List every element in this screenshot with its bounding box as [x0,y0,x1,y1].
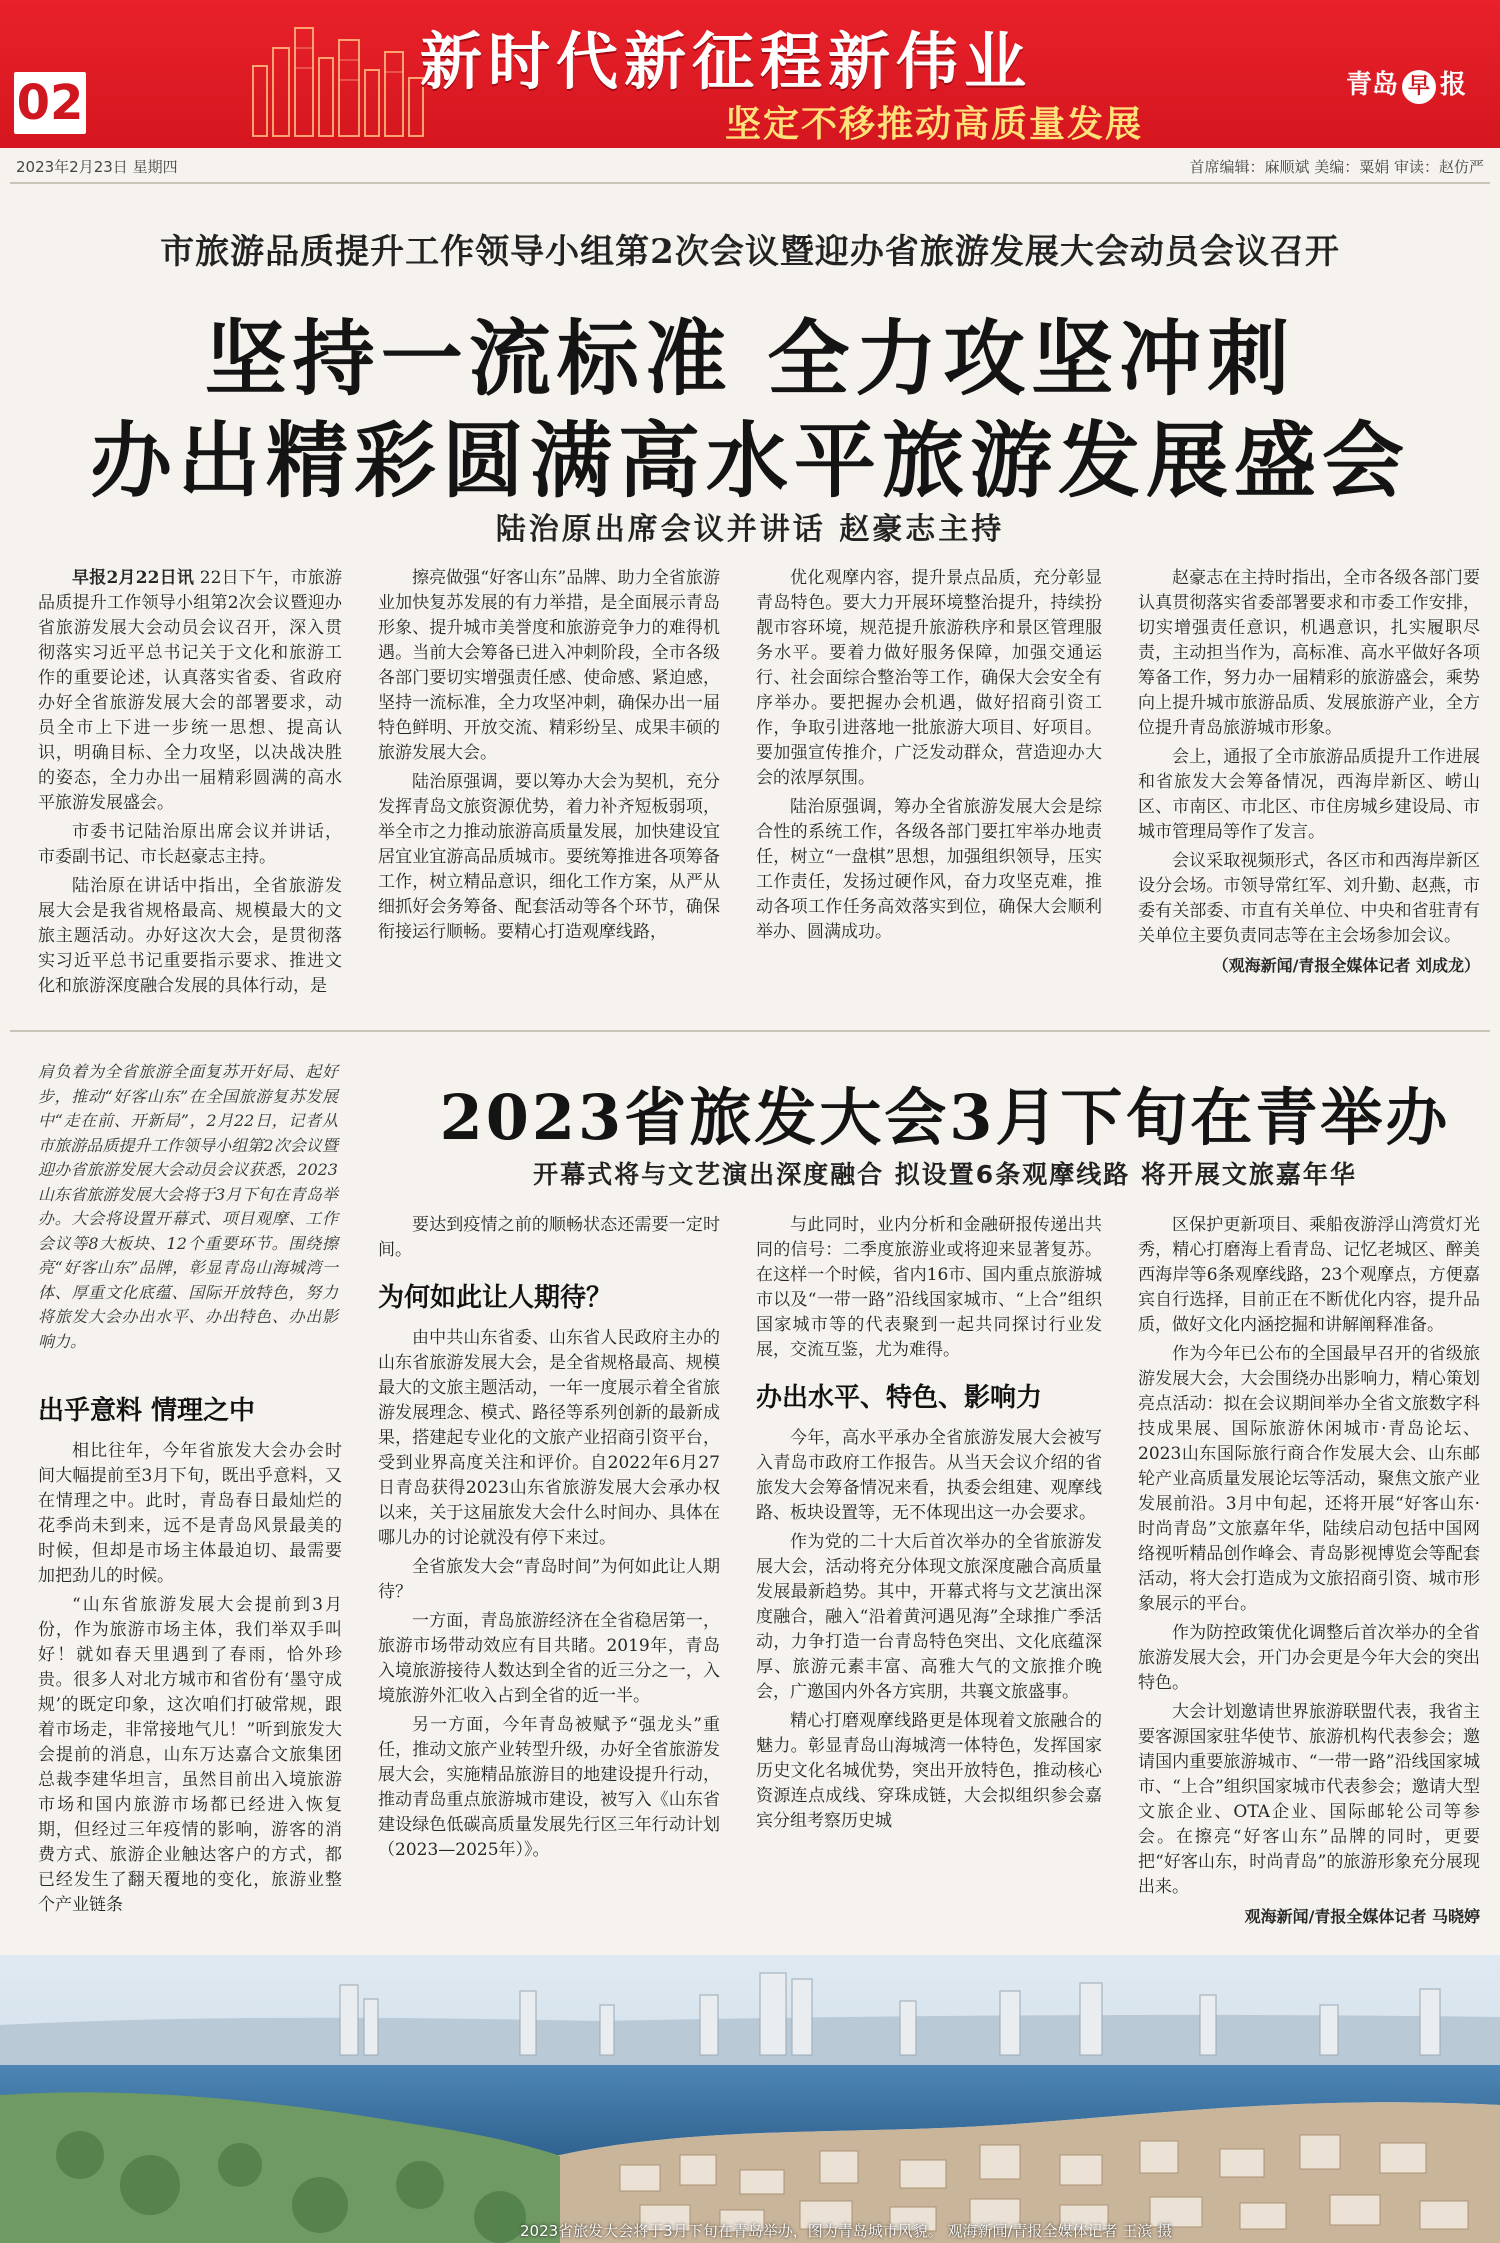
story1-column-4 [1138,566,1480,1011]
paragraph: 会议采取视频形式，各区市和西海岸新区设分会场。市领导常红军、刘升勤、赵燕，市委有关部委、市直有关单位、中央和省驻青有关单位主要负责同志等在主会场参加会议。 [1138,851,1480,946]
lead-label: 早报2月22日讯 [72,568,195,588]
section-heading: 为何如此让人期待？ [378,1283,613,1313]
story2-column-1 [38,1376,342,1942]
byline: （观海新闻/青报全媒体记者 刘成龙） [1212,956,1480,975]
dateline [16,156,1484,178]
paragraph: 赵豪志在主持时指出，全市各级各部门要认真贯彻落实省委部署要求和市委工作安排，切实增强责任意识，机遇意识，扎实履职尽责，主动担当作为，高标准、高水平做好各项筹备工作，努力办一届精彩的旅游盛会，乘势向上提升城市旅游品质、发展旅游产业，全方位提升青岛旅游城市形象。 [1138,568,1480,738]
paragraph: 与此同时，业内分析和金融研报传递出共同的信号：二季度旅游业或将迎来显著复苏。在这样一个时候，省内16市、国内重点旅游城市以及“一带一路”沿线国家城市、“上合”组织国家城市等的代表聚到一起共同探讨行业发展，交流互鉴，尤为难得。 [756,1215,1102,1360]
divider [10,182,1490,184]
story2-subhead: 开幕式将与文艺演出深度融合 拟设置6条观摩线路 将开展文旅嘉年华 [533,1160,1357,1189]
divider [10,1030,1490,1032]
story2-column-2 [378,1213,720,1942]
story1-kicker: 市旅游品质提升工作领导小组第2次会议暨迎办省旅游发展大会动员会议召开 [160,232,1340,272]
paragraph: 全省旅发大会“青岛时间”为何如此让人期待？ [378,1557,720,1602]
section-heading: 出乎意料 情理之中 [38,1396,256,1426]
story2-column-4 [1138,1213,1480,1942]
paragraph: 陆治原强调，要以筹办大会为契机，充分发挥青岛文旅资源优势，着力补齐短板弱项，举全市之力推动旅游高质量发展，加快建设宜居宜业宜游高品质城市。要统筹推进各项筹备工作，树立精品意识，细化工作方案，从严从细抓好会务筹备、配套活动等各个环节，确保衔接运行顺畅。要精心打造观摩线路， [378,772,720,942]
paragraph: 优化观摩内容，提升景点品质，充分彰显青岛特色。要大力开展环境整治提升，持续扮靓市容环境，规范提升旅游秩序和景区管理服务水平。要着力做好服务保障，加强交通运行、社会面综合整治等工作，确保大会安全有序举办。要把握办会机遇，做好招商引资工作，争取引进落地一批旅游大项目、好项目。要加强宣传推介，广泛发动群众，营造迎办大会的浓厚氛围。 [756,568,1102,788]
paragraph: 陆治原在讲话中指出，全省旅游发展大会是我省规格最高、规模最大的文旅主题活动。办好这次大会，是贯彻落实习近平总书记重要指示要求、推进文化和旅游深度融合发展的具体行动，是 [38,876,342,996]
paragraph: 陆治原强调，筹办全省旅游发展大会是综合性的系统工作，各级各部门要扛牢举办地责任，树立“一盘棋”思想，加强组织领导，压实工作责任，发扬过硬作风，奋力攻坚克难，推动各项工作任务高效落实到位，确保大会顺利举办、圆满成功。 [756,797,1102,942]
logo-mark-icon: 早 [1402,70,1436,104]
story1-headline-line2: 办出精彩圆满高水平旅游发展盛会 [89,413,1410,509]
story1-column-1 [38,566,342,1011]
paragraph: 区保护更新项目、乘船夜游浮山湾赏灯光秀，精心打磨海上看青岛、记忆老城区、醉美西海岸等6条观摩线路，23个观摩点，方便嘉宾自行选择，目前正在不断优化内容，提升品质，做好文化内涵挖掘和讲解阐释准备。 [1138,1215,1480,1335]
story1-column-2 [378,566,720,1011]
paragraph: 作为防控政策优化调整后首次举办的全省旅游发展大会，开门办会更是今年大会的突出特色。 [1138,1623,1480,1693]
masthead-banner [0,0,1500,148]
paragraph: 会上，通报了全市旅游品质提升工作进展和省旅发大会筹备情况，西海岸新区、崂山区、市南区、市北区、市住房城乡建设局、市城市管理局等作了发言。 [1138,747,1480,842]
paragraph: 市委书记陆治原出席会议并讲话，市委副书记、市长赵豪志主持。 [38,822,342,867]
paragraph: 一方面，青岛旅游经济在全省稳居第一，旅游市场带动效应有目共睹。2019年，青岛入境旅游接待人数达到全省的近三分之一，入境旅游外汇收入占到全省的近一半。 [378,1611,720,1706]
paragraph: 擦亮做强“好客山东”品牌、助力全省旅游业加快复苏发展的有力举措，是全面展示青岛形象、提升城市美誉度和旅游竞争力的难得机遇。当前大会筹备已进入冲刺阶段，全市各级各部门要切实增强责任感、使命感、紧迫感，坚持一流标准，全力攻坚冲刺，确保办出一届特色鲜明、开放交流、精彩纷呈、成果丰硕的旅游发展大会。 [378,568,720,763]
city-panorama-illustration [0,1955,1500,2243]
section-heading: 办出水平、特色、影响力 [756,1383,1043,1413]
paragraph: 相比往年，今年省旅发大会办会时间大幅提前至3月下旬，既出乎意料，又在情理之中。此时，青岛春日最灿烂的花季尚未到来，远不是青岛风景最美的时候，但却是市场主体最迫切、最需要加把劲儿的时候。 [38,1441,342,1586]
section-title: 新时代新征程新伟业 [420,25,1033,98]
logo-text-right: 报 [1439,70,1466,100]
story1-column-3 [756,566,1102,1011]
city-panorama-photo [0,1955,1500,2243]
paragraph: 大会计划邀请世界旅游联盟代表，我省主要客源国家驻华使节、旅游机构代表参会；邀请国内重要旅游城市、“一带一路”沿线国家城市、“上合”组织国家城市代表参会；邀请大型文旅企业、OTA企业、国际邮轮公司等参会。在擦亮“好客山东”品牌的同时，更要把“好客山东，时尚青岛”的旅游形象充分展现出来。 [1138,1702,1480,1897]
paragraph: 精心打磨观摩线路更是体现着文旅融合的魅力。彰显青岛山海城湾一体特色，发挥国家历史文化名城优势，突出开放特色，推动核心资源连点成线、穿珠成链，大会拟组织参会嘉宾分组考察历史城 [756,1711,1102,1831]
paragraph: 今年，高水平承办全省旅游发展大会被写入青岛市政府工作报告。从当天会议介绍的省旅发大会筹备情况来看，执委会组建、观摩线路、板块设置等，无不体现出这一办会要求。 [756,1428,1102,1523]
editor-credits: 首席编辑：麻顺斌 美编：粟娟 审读：赵仿严 [1189,158,1484,176]
paragraph: 另一方面，今年青岛被赋予“强龙头”重任，推动文旅产业转型升级，办好全省旅游发展大会，实施精品旅游目的地建设提升行动，推动青岛重点旅游城市建设，被写入《山东省建设绿色低碳高质量发展先行区三年行动计划（2023—2025年）》。 [378,1715,720,1860]
story2-intro: 肩负着为全省旅游全面复苏开好局、起好步，推动“好客山东”在全国旅游复苏发展中“走在前、开新局”，2月22日，记者从市旅游品质提升工作领导小组第2次会议暨迎办省旅游发展大会动员会议获悉，2023山东省旅游发展大会将于3月下旬在青岛举办。大会将设置开幕式、项目观摩、工作会议等8大板块、12个重要环节。围绕擦亮“好客山东”品牌，彰显青岛山海城湾一体、厚重文化底蕴、国际开放特色，努力将旅发大会办出水平、办出特色、办出影响力。 [38,1062,338,1351]
skyline-graphic [245,18,435,138]
paragraph: 作为党的二十大后首次举办的全省旅游发展大会，活动将充分体现文旅深度融合高质量发展最新趋势。其中，开幕式将与文艺演出深度融合，融入“沿着黄河遇见海”全球推广季活动，力争打造一台青岛特色突出、文化底蕴深厚、旅游元素丰富、高雅大气的文旅推介晚会，广邀国内外各方宾朋，共襄文旅盛事。 [756,1532,1102,1702]
paragraph: 要达到疫情之前的顺畅状态还需要一定时间。 [378,1215,720,1260]
newspaper-logo [1346,64,1466,104]
logo-text-left: 青岛 [1345,70,1398,100]
paragraph: 22日下午，市旅游品质提升工作领导小组第2次会议暨迎办省旅游发展大会动员会议召开，深入贯彻落实习近平总书记关于文化和旅游工作的重要论述，认真落实省委、省政府办好全省旅游发展大会的部署要求，动员全市上下进一步统一思想、提高认识，明确目标、全力攻坚，以决战决胜的姿态，全力办出一届精彩圆满的高水平旅游发展盛会。 [38,568,342,813]
section-subtitle: 坚定不移推动高质量发展 [725,103,1144,145]
paragraph: 由中共山东省委、山东省人民政府主办的山东省旅游发展大会，是全省规格最高、规模最大的文旅主题活动，一年一度展示着全省旅游发展理念、模式、路径等系列创新的最新成果，搭建起专业化的文旅产业招商引资平台，受到业界高度关注和评价。自2022年6月27日青岛获得2023山东省旅游发展大会承办权以来，关于这届旅发大会什么时间办、具体在哪儿办的讨论就没有停下来过。 [378,1328,720,1548]
story2-headline: 2023省旅发大会3月下旬在青举办 [439,1081,1451,1154]
page-number: 02 [14,72,86,134]
story1-subhead: 陆治原出席会议并讲话 赵豪志主持 [495,512,1005,547]
issue-date: 2023年2月23日 星期四 [16,158,178,176]
story1-headline-line1: 坚持一流标准 全力攻坚冲刺 [204,311,1296,407]
photo-caption: 2023省旅发大会将于3月下旬在青岛举办，图为青岛城市风貌。 观海新闻/青报全媒体记者 王滨 摄 [520,2222,1173,2240]
paragraph: “山东省旅游发展大会提前到3月份，作为旅游市场主体，我们举双手叫好！就如春天里遇到了春雨，恰外珍贵。很多人对北方城市和省份有‘墨守成规’的既定印象，这次咱们打破常规，跟着市场走，非常接地气儿！”听到旅发大会提前的消息，山东万达嘉合文旅集团总裁李建华坦言，虽然目前出入境旅游市场和国内旅游市场都已经进入恢复期，但经过三年疫情的影响，游客的消费方式、旅游企业触达客户的方式，都已经发生了翻天覆地的变化，旅游业整个产业链条 [38,1595,342,1915]
paragraph: 作为今年已公布的全国最早召开的省级旅游发展大会，大会围绕办出影响力，精心策划亮点活动：拟在会议期间举办全省文旅数字科技成果展、国际旅游休闲城市·青岛论坛、2023山东国际旅行商合作发展大会、山东邮轮产业高质量发展论坛等活动，聚焦文旅产业发展前沿。3月中旬起，还将开展“好客山东·时尚青岛”文旅嘉年华，陆续启动包括中国网络视听精品创作峰会、青岛影视博览会等配套活动，将大会打造成为文旅招商引资、城市形象展示的平台。 [1138,1344,1480,1614]
byline: 观海新闻/青报全媒体记者 马晓婷 [1244,1907,1480,1926]
story2-column-3 [756,1213,1102,1942]
